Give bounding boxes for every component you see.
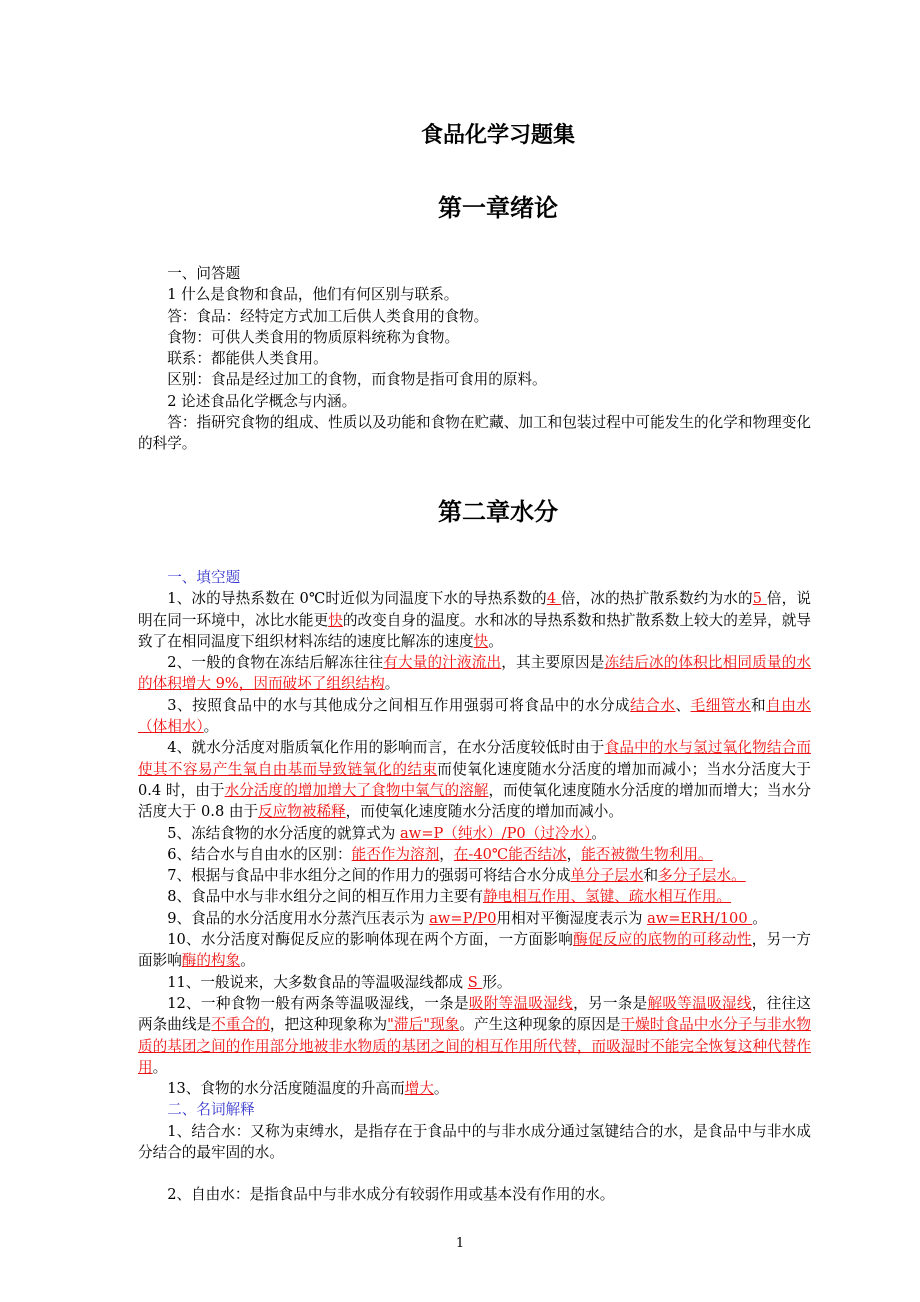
answer-blank: 酶的构象 xyxy=(181,952,241,970)
fill-item-6 xyxy=(138,844,811,865)
item-text: ，另一条是 xyxy=(573,994,648,1012)
item-text: 2、一般的食物在冻结后解冻往往 xyxy=(167,654,384,672)
question-2: 2 论述食品化学概念与内涵。 xyxy=(167,392,357,410)
item-text: ， xyxy=(566,845,582,863)
answer-blank: 5 xyxy=(752,590,767,608)
item-text: ，把这种现象称为 xyxy=(269,1016,388,1034)
answer-blank: 能否作为溶剂 xyxy=(351,845,440,863)
item-text: ，往往这两条曲线是 xyxy=(138,994,811,1034)
item-text: ，而使氧化速度随水分活度的增加而增大；当水分活度大于 0.8 由于 xyxy=(138,781,811,821)
item-text: 形。 xyxy=(482,973,512,991)
item-text: 12、一种食物一般有两条等温吸湿线，一条是 xyxy=(167,994,469,1012)
fill-item-13 xyxy=(138,1078,811,1099)
answer-blank: 结合水 xyxy=(630,696,676,714)
item-text: 。 xyxy=(433,1080,449,1098)
fill-item-9 xyxy=(138,908,811,929)
fill-item-3 xyxy=(138,695,811,738)
item-text: 。 xyxy=(591,824,606,842)
question-1: 1 什么是食物和食品，他们有何区别与联系。 xyxy=(167,286,459,304)
item-text: 3、按照食品中的水与其他成分之间相互作用强弱可将食品中的水分成 xyxy=(167,696,631,714)
answer-blank: 反应物被稀释 xyxy=(258,803,346,821)
item-text: 、 xyxy=(675,696,691,714)
answer-1-relation: 联系：都能供人类食用。 xyxy=(167,350,328,368)
item-text: 9、食品的水分活度用水分蒸汽压表示为 xyxy=(167,909,430,927)
item-text: 和 xyxy=(751,696,767,714)
terms-heading: 二、名词解释 xyxy=(167,1101,255,1119)
chapter2-content xyxy=(138,567,811,1206)
answer-blank: 静电相互作用、氢键、疏水相互作用。 xyxy=(482,888,732,906)
answer-blank: 增大 xyxy=(404,1080,434,1098)
answer-1-food: 食物：可供人类食用的物质原料统称为食物。 xyxy=(167,328,460,346)
answer-blank: 单分子层水 xyxy=(570,867,644,885)
answer-blank: 多分子层水。 xyxy=(658,867,746,885)
item-text: 。 xyxy=(152,1058,168,1076)
page-number: 1 xyxy=(455,1236,465,1251)
item-text: 的改变自身的温度。水和冰的导热系数和热扩散系数上较大的差异，就导致了在相同温度下组织材料冻结的速度比解冻的速度 xyxy=(138,611,811,650)
item-text: 5、冻结食物的水分活度的就算式为 xyxy=(167,824,401,842)
term-1: 1、结合水：又称为束缚水，是指存在于食品中的与非水成分通过氢键结合的水，是食品中与非水成分结合的最牢固的水。 xyxy=(138,1122,811,1162)
fill-item-5 xyxy=(138,823,811,844)
item-text: ，其主要原因是 xyxy=(501,654,605,672)
item-text: 10、水分活度对酶促反应的影响体现在两个方面，一方面影响 xyxy=(167,931,574,949)
section-heading: 一、问答题 xyxy=(167,265,241,282)
fill-item-7 xyxy=(138,865,811,886)
item-text: 用相对平衡湿度表示为 xyxy=(496,909,648,927)
answer-blank: 在-40℃能否结冰 xyxy=(453,845,567,863)
chapter1-content xyxy=(138,263,811,455)
answer-blank: 能否被微生物利用。 xyxy=(581,845,713,863)
item-text: ，另一方面影响 xyxy=(138,931,811,970)
item-text: 6、结合水与自由水的区别： xyxy=(167,845,352,863)
chapter2-title: 第二章水分 xyxy=(438,498,558,526)
item-text: 。产生这种现象的原因是 xyxy=(459,1016,621,1034)
item-text: 。 xyxy=(752,909,767,927)
item-text: 倍，说明在同一环境中，冰比水能更 xyxy=(138,590,811,629)
item-text: 13、食物的水分活度随温度的升高而 xyxy=(167,1080,405,1098)
item-text: ， xyxy=(439,845,454,863)
answer-blank: 自由水（体相水） xyxy=(138,696,811,736)
fill-item-2 xyxy=(138,652,811,695)
item-text: 。 xyxy=(240,952,255,970)
answer-blank: aw=P（纯水）/P0（过冷水） xyxy=(400,824,592,842)
answer-blank: 快 xyxy=(328,611,343,629)
spacer xyxy=(138,1163,811,1184)
item-text: 8、食品中水与非水组分之间的相互作用力主要有 xyxy=(167,888,483,906)
answer-blank: 干燥时食品中水分子与非水物质的基团之间的作用部分地被非水物质的基团之间的相互作用所代替，而吸湿时不能完全恢复这种代替作用 xyxy=(138,1016,811,1076)
item-text: 而使氧化速度随水分活度的增加而减小；当水分活度大于 0.4 时，由于 xyxy=(138,760,811,799)
fill-item-1 xyxy=(138,588,811,652)
answer-2: 答：指研究食物的组成、性质以及功能和食物在贮藏、加工和包装过程中可能发生的化学和物理变化的科学。 xyxy=(138,414,811,453)
answer-blank: 食品中的水与氢过氧化物结合而使其不容易产生氧自由基而导致链氧化的结束 xyxy=(138,739,811,778)
item-text: 7、根据与食品中非水组分之间的作用力的强弱可将结合水分成 xyxy=(167,867,571,885)
chapter1-title: 第一章绪论 xyxy=(438,194,558,222)
fill-item-4 xyxy=(138,737,811,822)
answer-blank: 酶促反应的底物的可移动性 xyxy=(573,931,752,949)
answer-1-food-product: 答：食品：经特定方式加工后供人类食用的食物。 xyxy=(167,307,489,325)
answer-blank: S xyxy=(467,973,483,991)
fill-item-8 xyxy=(138,886,811,907)
answer-blank: 毛细管水 xyxy=(690,696,752,714)
answer-blank: aw=ERH/100 xyxy=(647,909,753,927)
answer-blank: aw=P/P0 xyxy=(429,909,497,927)
item-text: 倍，冰的热扩散系数约为水的 xyxy=(560,590,753,608)
answer-blank: 快 xyxy=(473,632,489,650)
fill-in-heading: 一、填空题 xyxy=(167,569,241,586)
answer-blank: "滞后"现象 xyxy=(387,1016,460,1034)
answer-blank: 有大量的汁液流出 xyxy=(383,654,502,672)
answer-1-difference: 区别：食品是经过加工的食物，而食物是指可食用的原料。 xyxy=(167,371,547,389)
item-text: 。 xyxy=(488,632,503,650)
answer-blank: 4 xyxy=(546,590,561,608)
answer-blank: 冻结后冰的体积比相同质量的水的体积增大 9%，因而破坏了组织结构 xyxy=(138,654,811,693)
fill-item-11 xyxy=(138,972,811,993)
document-title: 食品化学习题集 xyxy=(420,123,575,148)
term-2: 2、自由水：是指食品中与非水成分有较弱作用或基本没有作用的水。 xyxy=(167,1186,615,1204)
answer-blank: 解吸等温吸湿线 xyxy=(647,994,752,1012)
item-text: 11、一般说来，大多数食品的等温吸湿线都成 xyxy=(167,973,468,991)
item-text: ，而使氧化速度随水分活度的增加而减小。 xyxy=(345,803,623,821)
fill-item-10 xyxy=(138,929,811,972)
item-text: 。 xyxy=(203,718,219,736)
item-text: 。 xyxy=(384,675,400,693)
fill-item-12 xyxy=(138,993,811,1078)
item-text: 4、就水分活度对脂质氧化作用的影响而言，在水分活度较低时由于 xyxy=(167,739,605,757)
answer-blank: 吸附等温吸湿线 xyxy=(468,994,574,1012)
answer-blank: 水分活度的增加增大了食物中氧气的溶解 xyxy=(224,781,489,799)
answer-blank: 不重合的 xyxy=(211,1016,270,1034)
item-text: 和 xyxy=(643,867,659,885)
item-text: 1、冰的导热系数在 0℃时近似为同温度下水的导热系数的 xyxy=(167,590,547,608)
